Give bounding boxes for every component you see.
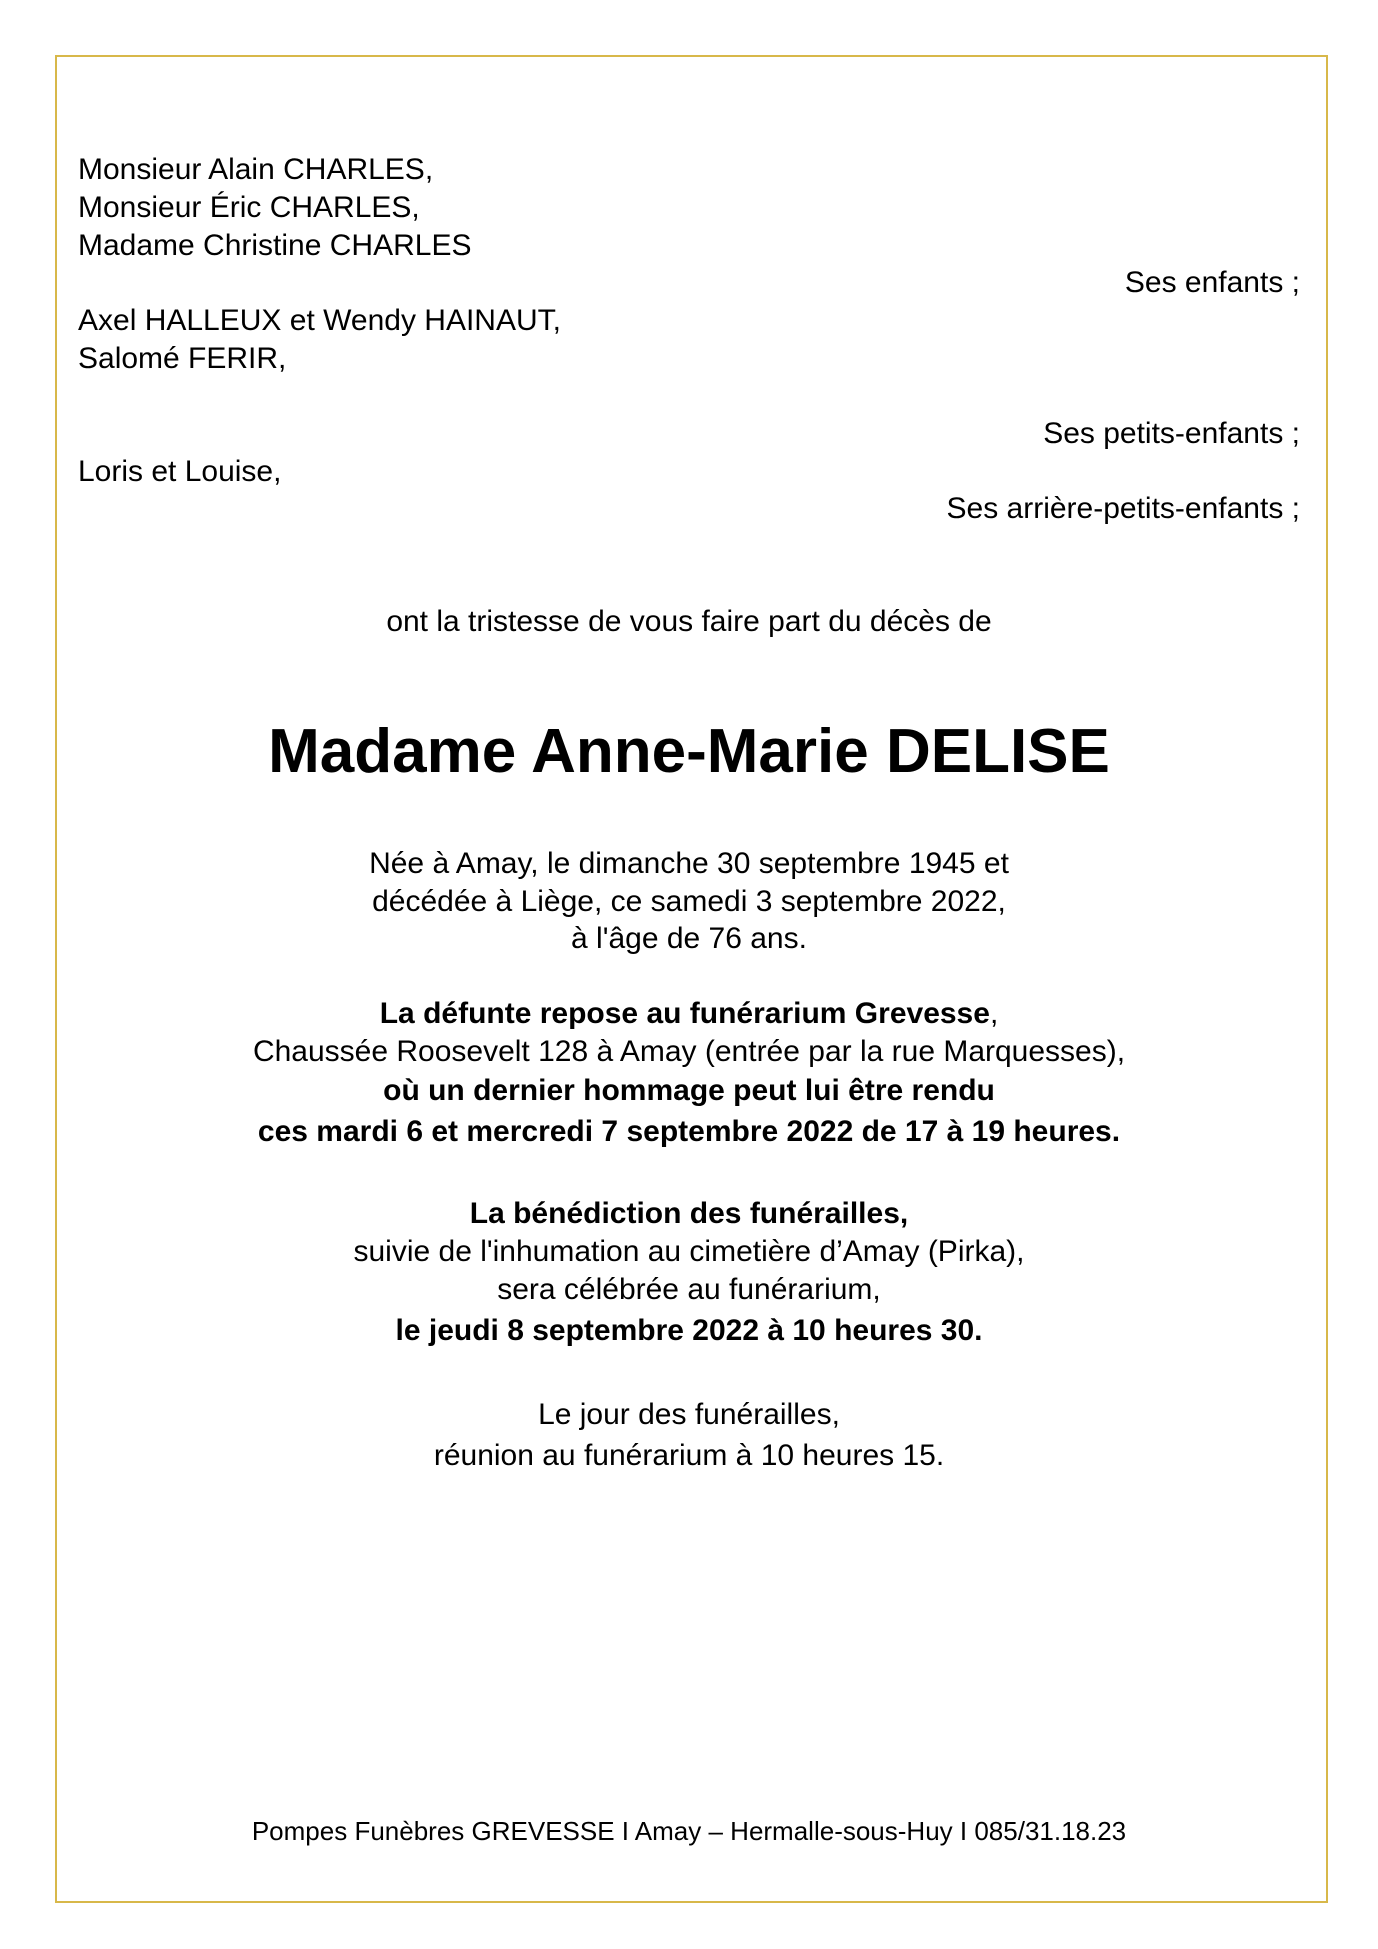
funeral-home-footer: Pompes Funèbres GREVESSE I Amay – Hermalle-sous-Huy I 085/31.18.23 bbox=[251, 1816, 1127, 1846]
viewing-dates: ces mardi 6 et mercredi 7 septembre 2022 de 17 à 19 heures. bbox=[257, 1115, 1121, 1148]
funeral-burial: suivie de l'inhumation au cimetière d’Amay (Pirka), bbox=[353, 1235, 1025, 1268]
viewing-heading-comma: , bbox=[989, 997, 999, 1030]
death-line: décédée à Liège, ce samedi 3 septembre 2022, bbox=[372, 885, 1006, 918]
grandchild-name-2: Salomé FERIR, bbox=[78, 342, 287, 375]
gathering-line-1: Le jour des funérailles, bbox=[538, 1398, 840, 1431]
age-line: à l'âge de 76 ans. bbox=[571, 922, 807, 955]
grandchild-name-1: Axel HALLEUX et Wendy HAINAUT, bbox=[78, 304, 561, 337]
announcement-intro: ont la tristesse de vous faire part du décès de bbox=[386, 605, 992, 638]
grandchildren-label: Ses petits-enfants ; bbox=[1043, 417, 1300, 450]
child-name-1: Monsieur Alain CHARLES, bbox=[78, 153, 434, 186]
great-grandchild-names: Loris et Louise, bbox=[78, 455, 282, 488]
viewing-address: Chaussée Roosevelt 128 à Amay (entrée par la rue Marquesses), bbox=[252, 1035, 1126, 1068]
child-name-3: Madame Christine CHARLES bbox=[78, 229, 472, 262]
great-grandchildren-label: Ses arrière-petits-enfants ; bbox=[946, 492, 1300, 525]
gathering-line-2: réunion au funérarium à 10 heures 15. bbox=[433, 1439, 945, 1472]
viewing-heading: La défunte repose au funérarium Grevesse bbox=[379, 997, 990, 1030]
deceased-name: Madame Anne-Marie DELISE bbox=[268, 717, 1110, 786]
viewing-tribute: où un dernier hommage peut lui être rendu bbox=[383, 1074, 995, 1107]
viewing-heading-line bbox=[0, 995, 1378, 1033]
children-label: Ses enfants ; bbox=[1124, 266, 1300, 299]
child-name-2: Monsieur Éric CHARLES, bbox=[78, 191, 420, 224]
funeral-date: le jeudi 8 septembre 2022 à 10 heures 30. bbox=[395, 1314, 983, 1347]
funeral-heading: La bénédiction des funérailles, bbox=[469, 1197, 909, 1230]
birth-line: Née à Amay, le dimanche 30 septembre 1945 et bbox=[369, 847, 1009, 880]
funeral-place: sera célébrée au funérarium, bbox=[497, 1273, 881, 1306]
